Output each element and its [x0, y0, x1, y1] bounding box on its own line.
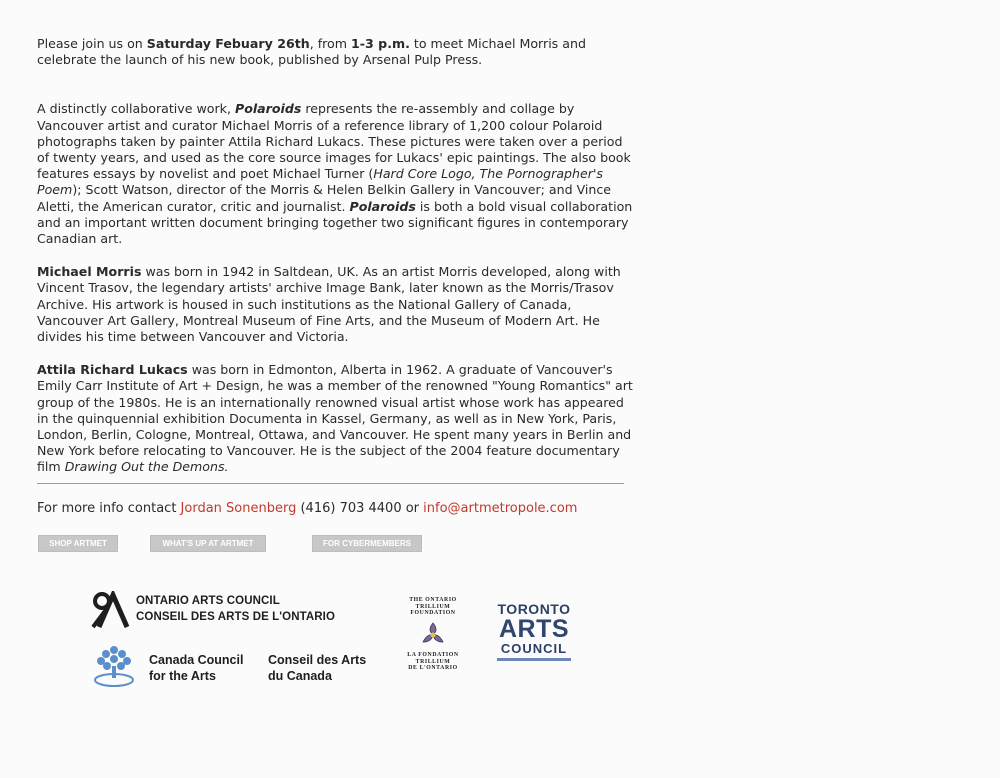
cca-name-fr-2: du Canada [268, 669, 332, 683]
lukacs-name: Attila Richard Lukacs [37, 362, 188, 378]
ontario-arts-council-icon [91, 591, 133, 629]
intro-text: to meet Michael Morris and celebrate the launch of his new book, published by Arsenal Pulp Press. [37, 36, 586, 68]
canada-council-icon [92, 644, 136, 688]
oac-name-fr: CONSEIL DES ARTS DE L'ONTARIO [136, 611, 336, 623]
lukacs-bio [37, 362, 637, 475]
cca-name-fr-1: Conseil des Arts [268, 653, 367, 667]
turner-works: Hard Core Logo, The Pornographer's Poem [37, 166, 603, 198]
contact-email-link[interactable]: info@artmetropole.com [423, 501, 578, 516]
trillium-name-fr [400, 652, 466, 672]
book-title: Polaroids [349, 198, 416, 214]
trillium-flower-icon [419, 620, 447, 648]
divider [37, 483, 624, 484]
trillium-line: LA FONDATION [407, 652, 459, 658]
toronto-arts-council-logo [497, 601, 571, 661]
morris-bio [37, 264, 637, 345]
intro-text: , from [309, 36, 352, 51]
trillium-line: TRILLIUM [415, 603, 451, 610]
cybermembers-button[interactable]: FOR CYBERMEMBERS [312, 535, 422, 552]
event-date: Saturday Febuary 26th [146, 36, 310, 51]
contact-phone: (416) 703 4400 or [296, 501, 424, 516]
event-time: 1-3 p.m. [351, 36, 410, 51]
book-text: represents the re-assembly and collage by Vancouver artist and curator Michael Morris of a reference library of 1,200 colour Polaroid photographs taken by painter Attila Richard Lukacs. These pictures were taken over a period of twenty years, and used as the core source images for Lukacs' epic paintings. The also book features essays by novelist and poet Michael Turner ( [37, 101, 631, 182]
trillium-line: DE L'ONTARIO [408, 665, 458, 672]
tac-underline [497, 658, 571, 661]
intro-paragraph [37, 36, 637, 68]
book-text: A distinctly collaborative work, [37, 101, 235, 117]
cca-name-en-2: for the Arts [149, 669, 216, 683]
trillium-name-en [400, 597, 466, 617]
shop-artmet-button[interactable]: SHOP ARTMET [38, 535, 118, 552]
intro-text: Please join us on [37, 36, 147, 51]
morris-text: was born in 1942 in Saltdean, UK. As an artist Morris developed, along with Vincent Trasov, the legendary artists' archive Image Bank, later known as the Morris/Trasov Archive. His artwork is housed in such institutions as the National Gallery of Canada, Vancouver Art Gallery, Montreal Museum of Fine Arts, and the Museum of Modern Art. He divides his time between Vancouver and Victoria. [37, 264, 621, 345]
contact-text: For more info contact [37, 501, 181, 516]
trillium-line: FOUNDATION [410, 610, 456, 617]
trillium-line: TRILLIUM [415, 658, 451, 665]
book-text: is both a bold visual collaboration and an important written document bringing together two significant figures in contemporary Canadian art. [37, 198, 633, 247]
morris-name: Michael Morris [37, 264, 142, 280]
book-paragraph [37, 101, 637, 247]
film-title: Drawing Out the Demons. [64, 459, 229, 475]
tac-line-2: ARTS [498, 615, 570, 643]
oac-name-en: ONTARIO ARTS COUNCIL [136, 595, 280, 607]
main-content [37, 36, 637, 476]
contact-line [37, 501, 577, 517]
lukacs-text: was born in Edmonton, Alberta in 1962. A graduate of Vancouver's Emily Carr Institute of Art + Design, he was a member of the renowned "Young Romantics" art group of the 1980s. He is an internationally renowned visual artist whose work has appeared in the quinquennial exhibition Documenta in Kassel, Germany, as well as in New York, Paris, London, Berlin, Cologne, Montreal, Ottawa, and Vancouver. He spent many years in Berlin and New York before relocating to Vancouver. He is the subject of the 2004 feature documentary film [37, 362, 633, 475]
tac-line-1: TORONTO [497, 601, 571, 617]
cca-name-en-1: Canada Council [149, 653, 244, 667]
contact-name-link[interactable]: Jordan Sonenberg [180, 501, 297, 516]
trillium-line: THE ONTARIO [409, 597, 457, 603]
tac-line-3: COUNCIL [500, 641, 568, 656]
book-text: ); Scott Watson, director of the Morris & Helen Belkin Gallery in Vancouver; and Vince Aletti, the American curator, critic and journalist. [37, 182, 612, 214]
book-title: Polaroids [234, 101, 302, 117]
whats-up-button[interactable]: WHAT'S UP AT ARTMET [150, 535, 266, 552]
